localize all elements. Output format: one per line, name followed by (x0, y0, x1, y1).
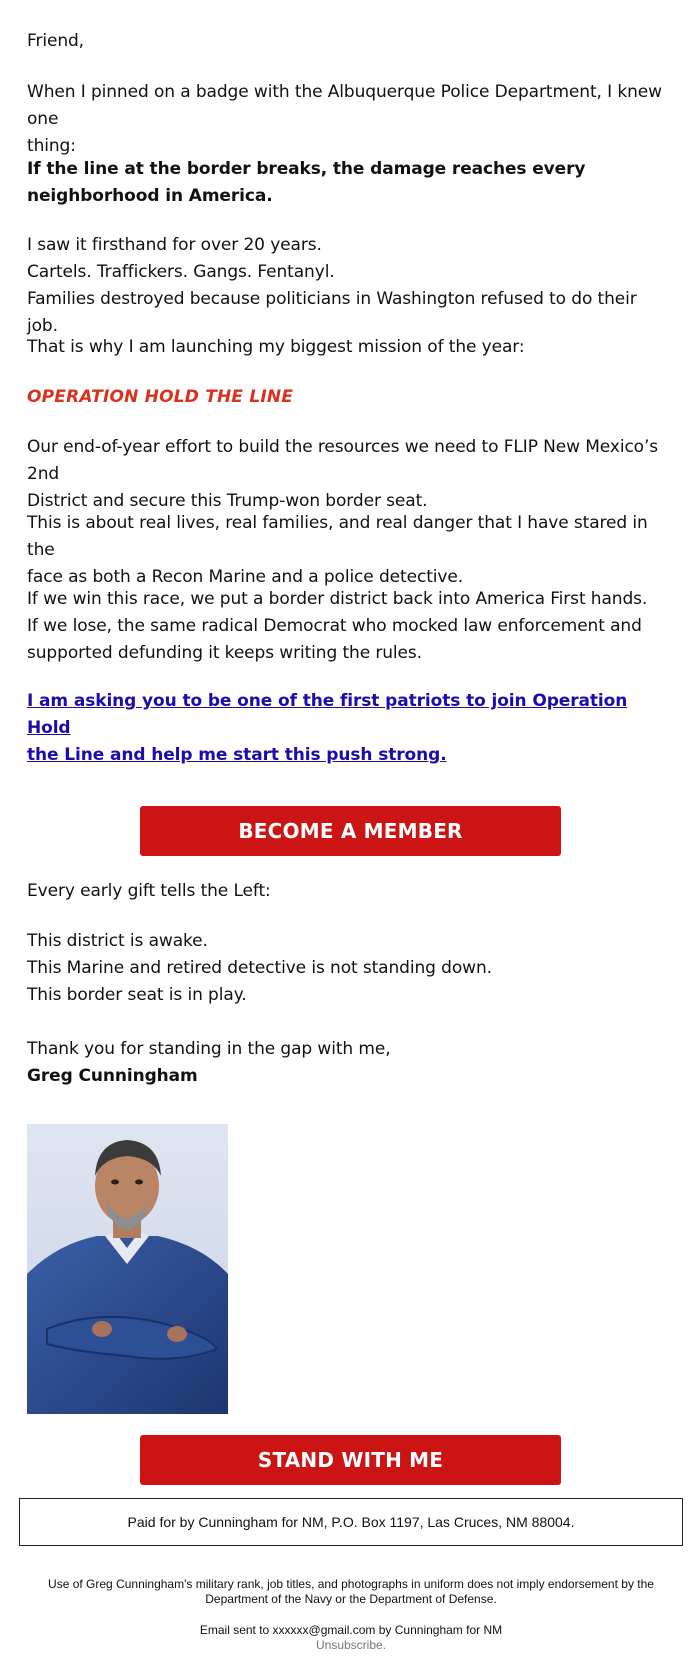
signature: Greg Cunningham (27, 1066, 198, 1086)
greeting: Friend, (27, 31, 84, 51)
intro-paragraph: When I pinned on a badge with the Albuquerque Police Department, I knew one thing: (27, 82, 662, 156)
paid-for-disclaimer-box: Paid for by Cunningham for NM, P.O. Box 1197, Las Cruces, NM 88004. (19, 1498, 683, 1546)
firsthand-paragraph: I saw it firsthand for over 20 years. Cartels. Traffickers. Gangs. Fentanyl. Families destroyed because politicians in Washington refused to do their job. (27, 235, 637, 336)
effort-paragraph: Our end-of-year effort to build the resources we need to FLIP New Mexico’s 2nd District and secure this Trump-won border seat. (27, 437, 659, 511)
real-lives-paragraph: This is about real lives, real families, and real danger that I have stared in the face as both a Recon Marine and a police detective. (27, 513, 648, 587)
closing: Thank you for standing in the gap with me, Greg Cunningham (27, 1036, 672, 1090)
email-sent-info: Email sent to xxxxxx@gmail.com by Cunningham for NM Unsubscribe. (19, 1623, 683, 1653)
cta-link[interactable]: I am asking you to be one of the first patriots to join Operation Hold the Line and help me start this push strong. (27, 691, 628, 765)
win-lose-paragraph: If we win this race, we put a border district back into America First hands. If we lose, the same radical Democrat who mocked law enforcement and supported defunding it keeps writing the rules. (27, 589, 648, 663)
mission-paragraph: That is why I am launching my biggest mission of the year: (27, 337, 525, 357)
operation-title: OPERATION HOLD THE LINE (27, 387, 294, 407)
candidate-portrait-photo (27, 1124, 228, 1414)
portrait-illustration (27, 1124, 228, 1414)
unsubscribe-link[interactable]: Unsubscribe. (315, 1638, 387, 1652)
military-disclaimer: Use of Greg Cunningham's military rank, job titles, and photographs in uniform does not imply endorsement by the Department of the Navy or the Department of Defense. (48, 1577, 654, 1606)
awake-paragraph: This district is awake. This Marine and retired detective is not standing down. This border seat is in play. (27, 931, 492, 1005)
become-member-button[interactable]: BECOME A MEMBER (140, 806, 561, 856)
gift-paragraph: Every early gift tells the Left: (27, 881, 271, 901)
bold-statement: If the line at the border breaks, the damage reaches every neighborhood in America. (27, 159, 586, 206)
stand-with-me-button[interactable]: STAND WITH ME (140, 1435, 561, 1485)
